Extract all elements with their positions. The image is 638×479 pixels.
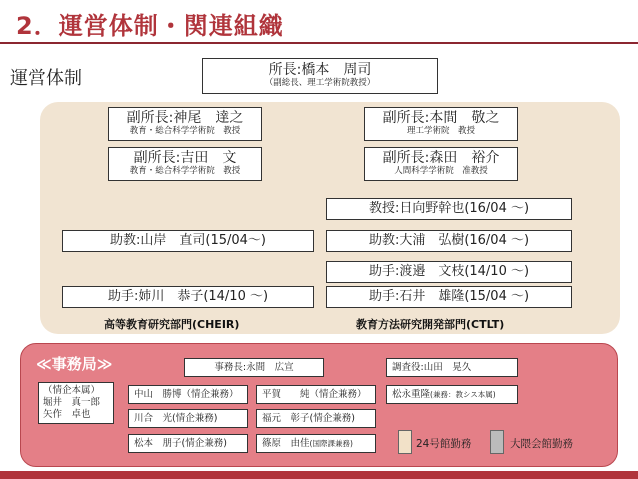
staff-fukumoto: 福元 彰子(情企兼務) bbox=[256, 409, 376, 428]
assistant-anegawa: 助手:姉川 恭子(14/10 〜) bbox=[62, 286, 314, 308]
department-ctlt-label: 教育方法研究開発部門(CTLT) bbox=[356, 318, 505, 331]
vice-director-note: 教育・総合科学学術院 教授 bbox=[129, 166, 241, 176]
staff-nakayama: 中山 勝博（情企兼務） bbox=[128, 385, 248, 404]
staff-shinohara bbox=[256, 434, 376, 453]
office-chief: 事務長:永間 広宣 bbox=[184, 358, 324, 377]
staff-kawai: 川合 光(情企兼務) bbox=[128, 409, 248, 428]
legend-label-building24: 24号館勤務 bbox=[416, 438, 472, 450]
vice-director-title: 副所長:神尾 達之 bbox=[126, 110, 244, 126]
director-note: （副総長、理工学術院教授） bbox=[264, 78, 376, 88]
staff-shinohara-note: (国際課兼務) bbox=[309, 439, 353, 448]
staff-matsunaga-name: 松永重隆 bbox=[392, 389, 431, 400]
staff-yahagi: 矢作 卓也 bbox=[43, 409, 91, 420]
vice-director-title: 副所長:森田 裕介 bbox=[382, 150, 500, 166]
vice-director-note: 理工学術院 教授 bbox=[406, 126, 475, 136]
professor-hinoya: 教授:日向野幹也(16/04 〜) bbox=[326, 198, 572, 220]
assistant-prof-oura: 助教:大浦 弘樹(16/04 〜) bbox=[326, 230, 572, 252]
legend-swatch-building24 bbox=[398, 430, 412, 454]
legend-label-okuma: 大隈会館勤務 bbox=[510, 438, 573, 450]
vice-director-box-yoshida bbox=[108, 147, 262, 181]
staff-hiraga: 平賀 純（情企兼務） bbox=[256, 385, 376, 404]
vice-director-box-kamio bbox=[108, 107, 262, 141]
office-investigator: 調査役:山田 晃久 bbox=[386, 358, 518, 377]
staff-matsunaga-note: (兼務：教シス本属) bbox=[430, 390, 496, 399]
director-title: 所長:橋本 周司 bbox=[268, 62, 372, 78]
assistant-prof-yamagishi: 助教:山岸 直司(15/04〜) bbox=[62, 230, 314, 252]
footer-bar bbox=[0, 471, 638, 479]
jokikan-label: （情企本属） bbox=[43, 385, 101, 396]
director-box bbox=[202, 58, 438, 94]
vice-director-box-homma bbox=[364, 107, 518, 141]
staff-matsunaga bbox=[386, 385, 518, 404]
slide-title: 2．運営体制・関連組織 bbox=[16, 12, 284, 40]
staff-horii: 堀井 真一郎 bbox=[43, 397, 101, 408]
title-divider bbox=[0, 42, 638, 44]
vice-director-title: 副所長:本間 敬之 bbox=[382, 110, 500, 126]
assistant-watanabe: 助手:渡邉 文枝(14/10 〜) bbox=[326, 261, 572, 283]
legend-swatch-okuma bbox=[490, 430, 504, 454]
vice-director-title: 副所長:吉田 文 bbox=[133, 150, 237, 166]
vice-director-note: 人間科学学術院 准教授 bbox=[394, 166, 488, 176]
staff-matsumoto: 松本 朋子(情企兼務) bbox=[128, 434, 248, 453]
staff-shinohara-name: 篠原 由佳 bbox=[262, 438, 310, 449]
section-label: 運営体制 bbox=[10, 68, 82, 89]
department-cheir-label: 高等教育研究部門(CHEIR) bbox=[104, 318, 240, 331]
office-title: ≪事務局≫ bbox=[36, 355, 113, 373]
assistant-ishii: 助手:石井 雄隆(15/04 〜) bbox=[326, 286, 572, 308]
vice-director-box-morita bbox=[364, 147, 518, 181]
vice-director-note: 教育・総合科学学術院 教授 bbox=[129, 126, 241, 136]
jokikan-staff-block bbox=[38, 382, 114, 424]
